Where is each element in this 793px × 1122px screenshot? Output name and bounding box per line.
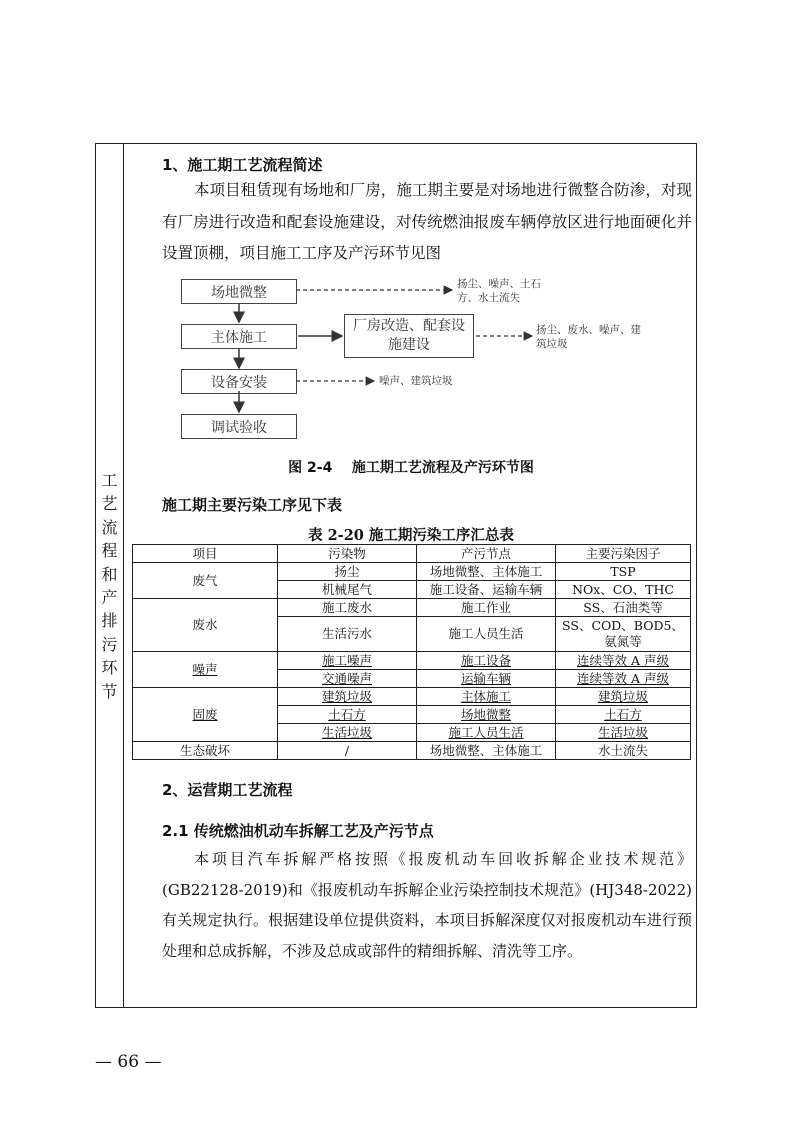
category-cell: 噪声 <box>133 652 278 688</box>
category-cell: 废水 <box>133 599 278 652</box>
flow-label-2: 扬尘、废水、噪声、建筑垃圾 <box>536 324 641 350</box>
table-row <box>133 688 691 706</box>
table-cell: SS、COD、BOD5、氨氮等 <box>556 617 691 652</box>
flow-box-commissioning: 调试验收 <box>181 414 297 439</box>
table-row <box>133 742 691 760</box>
table-cell: SS、石油类等 <box>556 599 691 617</box>
side-label: 工 艺 流 程 和 产 排 污 环 节 <box>101 471 118 701</box>
table-cell: 场地微整 <box>417 706 556 724</box>
section21-paragraph: 本项目汽车拆解严格按照《报废机动车回收拆解企业技术规范》(GB22128-2019)和《报废机动车拆解企业污染控制技术规范》(HJ348-2022)有关规定执行。根据建设单位提供资料，本项目拆解深度仅对报废机动车进行预处理和总成拆解，不涉及总成或部件的精细拆解、清洗等工序。 <box>162 850 692 960</box>
table-row <box>133 563 691 581</box>
flow-box-equipment-install: 设备安装 <box>181 369 297 394</box>
table-cell: 施工人员生活 <box>417 724 556 742</box>
table-cell: 建筑垃圾 <box>556 688 691 706</box>
table-row <box>133 652 691 670</box>
table-cell: 土石方 <box>278 706 417 724</box>
table-row <box>133 599 691 617</box>
table-cell: 场地微整、主体施工 <box>417 742 556 760</box>
flow-label-3: 噪声、建筑垃圾 <box>379 375 453 387</box>
section2-heading: 2、运营期工艺流程 <box>162 781 293 799</box>
table-cell: 运输车辆 <box>417 670 556 688</box>
table-cell: 生活污水 <box>278 617 417 652</box>
table-cell: / <box>278 742 417 760</box>
section21-heading: 2.1 传统燃油机动车拆解工艺及产污节点 <box>162 822 434 840</box>
table-cell: 机械尾气 <box>278 581 417 599</box>
table-cell: 水土流失 <box>556 742 691 760</box>
figure-caption: 图 2-4 施工期工艺流程及产污环节图 <box>288 460 534 476</box>
table-cell: NOx、CO、THC <box>556 581 691 599</box>
table-cell: 施工废水 <box>278 599 417 617</box>
table-cell: 施工设备、运输车辆 <box>417 581 556 599</box>
table-cell: 主体施工 <box>417 688 556 706</box>
page-frame <box>95 143 697 1008</box>
table-cell: 扬尘 <box>278 563 417 581</box>
table-cell: 建筑垃圾 <box>278 688 417 706</box>
content-cell <box>124 144 696 1007</box>
table-cell: 场地微整、主体施工 <box>417 563 556 581</box>
table-cell: 施工人员生活 <box>417 617 556 652</box>
table-cell: 交通噪声 <box>278 670 417 688</box>
table-cell: 连续等效 A 声级 <box>556 652 691 670</box>
category-cell: 生态破坏 <box>133 742 278 760</box>
pollution-table <box>132 544 691 760</box>
table-intro: 施工期主要污染工序见下表 <box>162 496 343 514</box>
table-header-row <box>133 545 691 563</box>
flow-label-1: 扬尘、噪声、土石方、水土流失 <box>457 278 541 304</box>
section1-heading: 1、施工期工艺流程简述 <box>162 156 323 174</box>
table-cell: 施工噪声 <box>278 652 417 670</box>
category-cell: 固废 <box>133 688 278 742</box>
table-cell: 土石方 <box>556 706 691 724</box>
table-title: 表 2-20 施工期污染工序汇总表 <box>308 527 514 544</box>
flow-box-main-construction: 主体施工 <box>181 324 297 349</box>
table-cell: 连续等效 A 声级 <box>556 670 691 688</box>
header-cell: 主要污染因子 <box>556 545 691 563</box>
table-cell: 施工设备 <box>417 652 556 670</box>
table-cell: TSP <box>556 563 691 581</box>
section1-paragraph: 本项目租赁现有场地和厂房，施工期主要是对场地进行微整合防渗，对现有厂房进行改造和配套设施建设，对传统燃油报废车辆停放区进行地面硬化并设置顶棚，项目施工工序及产污环节见图 <box>162 181 692 262</box>
header-cell: 污染物 <box>278 545 417 563</box>
category-cell: 废气 <box>133 563 278 599</box>
side-column <box>96 144 124 1007</box>
flow-box-renovation: 厂房改造、配套设施建设 <box>344 314 474 358</box>
table-cell: 施工作业 <box>417 599 556 617</box>
page-number: — 66 — <box>95 1052 162 1072</box>
table-cell: 生活垃圾 <box>556 724 691 742</box>
table-cell: 生活垃圾 <box>278 724 417 742</box>
header-cell: 产污节点 <box>417 545 556 563</box>
header-cell: 项目 <box>133 545 278 563</box>
flow-box-site-leveling: 场地微整 <box>181 279 297 304</box>
